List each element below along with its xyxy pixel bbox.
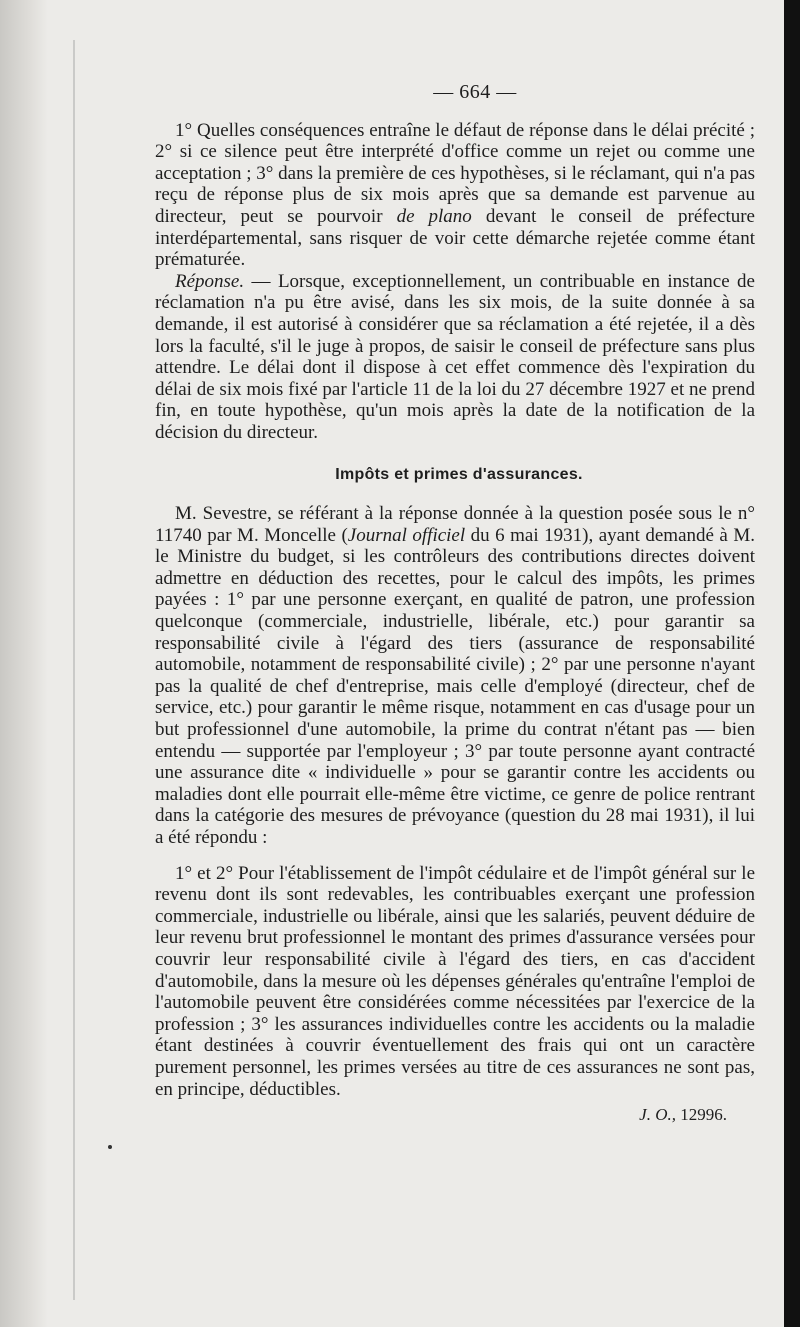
body-paragraph-2: 1° et 2° Pour l'établissement de l'impôt cédulaire et de l'impôt général sur le revenu dont ils sont redevables, les contribuables exerçant une profession commerciale, industrielle ou libérale, ainsi que les salariés, peuvent déduire de leur revenu brut professionnel le montant des primes d'assurance versées pour couvrir leur responsabilité civile à l'égard des tiers, en cas d'accident d'automobile, dans la mesure où les dépenses générales qu'entraîne l'emploi de l'automobile peuvent être considérées comme nécessitées par l'exercice de la profession ; 3° les assurances individuelles contre les accidents ou la maladie étant destinées à couvrir éventuellement des frais qui ont un caractère purement personnel, les primes versées au titre de ces assurances ne sont pas, en principe, déductibles. (155, 862, 755, 1100)
reference-source: J. O., (639, 1105, 676, 1125)
reference-page: 12996. (676, 1105, 727, 1125)
page-fold-line (73, 40, 75, 1300)
question-paragraph (155, 120, 755, 271)
body1-text-b: du 6 mai 1931), ayant demandé à M. le Ministre du budget, si les contrôleurs des contributions directes doivent admettre en déduction des recettes, pour le calcul des impôts, les primes payées : 1° par une personne exerçant, en qualité de patron, une profession quelconque (commerciale, industrielle, libérale, etc.) pour garantir sa responsabilité civile à l'égard des tiers (assurance de responsabilité automobile, notamment de responsabilité civile) ; 2° par une personne n'ayant pas la qualité de chef d'entreprise, mais celle d'employé (directeur, chef de service, etc.) pour garantir le même risque, notamment en cas d'usage pour un but professionnel d'une automobile, la prime du contrat n'étant pas — bien entendu — supportée par l'employeur ; 3° par toute personne ayant contracté une assurance dite « individuelle » pour se garantir contre les accidents ou maladies dont elle pourrait elle-même être victime, ce genre de police rentrant dans la catégorie des mesures de prévoyance (question du 28 mai 1931), il lui a été répondu : (155, 524, 756, 848)
answer-text: — Lorsque, exceptionnellement, un contribuable en instance de réclamation n'a pu être avisé, dans les six mois, de la suite donnée à sa demande, il est autorisé à considérer que sa réclamation a été rejetée, il a dès lors la faculté, s'il le juge à propos, de saisir le conseil de préfecture sans plus attendre. Le délai dont il dispose à cet effet commence dès l'expiration du délai de six mois fixé par l'article 11 de la loi du 27 décembre 1927 et ne prend fin, en toute hypothèse, qu'un mois après la date de la notification de la décision du directeur. (155, 270, 755, 443)
body1-italic: Journal officiel (347, 524, 466, 546)
ink-speck (108, 1145, 112, 1149)
paragraph-gap (155, 849, 755, 863)
scan-right-edge (784, 0, 800, 1327)
page-content (155, 82, 755, 1126)
body1-text-a: M. Sevestre, se référant à la réponse donnée à la question posée sous le n° 11740 par M. Moncelle ( (155, 503, 755, 546)
question-text-end: devant le conseil de préfecture interdépartemental, sans risquer de voir cette démarche rejetée comme étant prématurée. (155, 205, 755, 271)
binding-shadow (0, 0, 48, 1327)
reference (155, 1104, 755, 1126)
question-text: 1° Quelles conséquences entraîne le défaut de réponse dans le délai précité ; 2° si ce silence peut être interprété d'office comme un rejet ou comme une acceptation ; 3° dans la première de ces hypothèses, si le réclamant, qui n'a pas reçu de réponse plus de six mois après que sa demande est parvenue au directeur, peut se pourvoir (155, 119, 755, 227)
body-paragraph-1 (155, 503, 755, 849)
question-italic: de plano (396, 205, 472, 227)
answer-paragraph (155, 271, 755, 444)
answer-label: Réponse. (175, 270, 245, 292)
page-number: — 664 — (433, 81, 517, 103)
section-title: Impôts et primes d'assurances. (335, 465, 583, 483)
